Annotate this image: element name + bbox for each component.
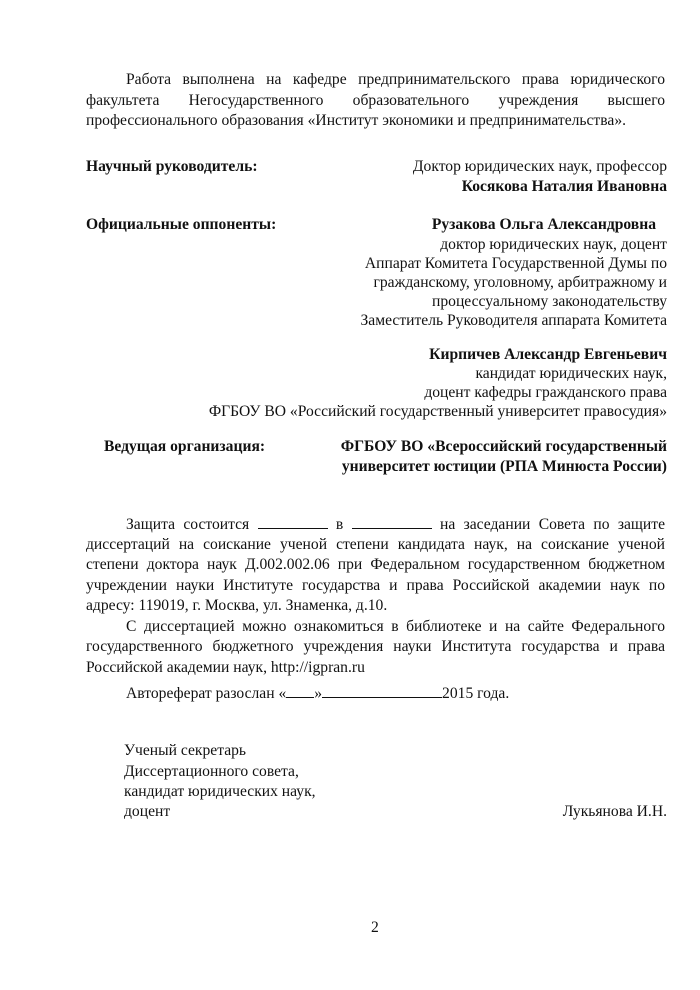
defense-line-2: диссертаций на соискание ученой степени кандидата наук, на соискание ученой bbox=[86, 535, 665, 553]
abstract-sent-mid: » bbox=[314, 685, 323, 702]
secretary-line-4: доцент bbox=[124, 803, 171, 820]
library-line-3: Российской академии наук, http://igpran.ru bbox=[86, 658, 365, 676]
page-number: 2 bbox=[371, 919, 379, 936]
defense-line-4: учреждении науки Институте государства и права Российской академии наук по bbox=[86, 576, 665, 594]
secretary-line-3: кандидат юридических наук, bbox=[124, 783, 316, 800]
opponent-1-line: процессуальному законодательству bbox=[432, 293, 667, 310]
abstract-sent-line bbox=[126, 683, 509, 703]
defense-text: в bbox=[335, 516, 344, 533]
leading-org-label: Ведущая организация: bbox=[104, 438, 266, 455]
opponent-1-line: доктор юридических наук, доцент bbox=[440, 236, 667, 253]
defense-line-1 bbox=[86, 514, 665, 535]
secretary-name: Лукьянова И.Н. bbox=[562, 803, 667, 820]
leading-org-line-1: ФГБОУ ВО «Всероссийский государственный bbox=[340, 438, 667, 455]
abstract-sent-prefix: Автореферат разослан « bbox=[126, 685, 287, 702]
opponent-1-line: Заместитель Руководителя аппарата Комитета bbox=[360, 312, 667, 329]
opponent-2-line: доцент кафедры гражданского права bbox=[424, 384, 667, 401]
secretary-line-1: Ученый секретарь bbox=[124, 742, 247, 759]
opponent-2-name: Кирпичев Александр Евгеньевич bbox=[429, 346, 667, 363]
time-blank bbox=[352, 514, 432, 529]
defense-text: на заседании Совета по защите bbox=[439, 516, 666, 533]
defense-line-5: адресу: 119019, г. Москва, ул. Знаменка, д.10. bbox=[86, 597, 388, 614]
supervisor-name: Косякова Наталия Ивановна bbox=[461, 178, 667, 195]
defense-line-3: степени доктора наук Д.002.002.06 при Федеральном государственном бюджетном bbox=[86, 556, 665, 573]
intro-line-1: Работа выполнена на кафедре предпринимательского права юридического bbox=[126, 71, 665, 88]
intro-line-3: профессионального образования «Институт экономики и предпринимательства». bbox=[86, 112, 627, 129]
opponent-1-line: гражданскому, уголовному, арбитражному и bbox=[373, 274, 667, 291]
library-line-2: государственного бюджетного учреждения науки Института государства и права bbox=[86, 638, 665, 655]
abstract-sent-suffix: 2015 года. bbox=[442, 685, 510, 702]
supervisor-label: Научный руководитель: bbox=[86, 158, 258, 175]
opponents-label: Официальные оппоненты: bbox=[86, 216, 277, 233]
secretary-line-2: Диссертационного совета, bbox=[124, 763, 299, 780]
intro-paragraph bbox=[86, 70, 665, 132]
leading-org-line-2: университет юстиции (РПА Минюста России) bbox=[341, 458, 667, 475]
library-line-1: С диссертацией можно ознакомиться в библиотеке и на сайте Федерального bbox=[126, 617, 665, 635]
month-blank bbox=[322, 683, 442, 698]
opponent-2-line: ФГБОУ ВО «Российский государственный университет правосудия» bbox=[208, 403, 667, 420]
defense-text: Защита состоится bbox=[126, 516, 250, 533]
intro-line-2: факультета Негосударственного образовательного учреждения высшего bbox=[86, 91, 665, 109]
defense-paragraph bbox=[86, 514, 665, 678]
opponent-1-name: Рузакова Ольга Александровна bbox=[431, 216, 656, 233]
supervisor-degree: Доктор юридических наук, профессор bbox=[412, 158, 667, 175]
day-blank bbox=[286, 683, 314, 698]
opponent-2-line: кандидат юридических наук, bbox=[475, 365, 667, 382]
opponent-1-line: Аппарат Комитета Государственной Думы по bbox=[364, 255, 667, 272]
date-blank bbox=[258, 514, 328, 529]
